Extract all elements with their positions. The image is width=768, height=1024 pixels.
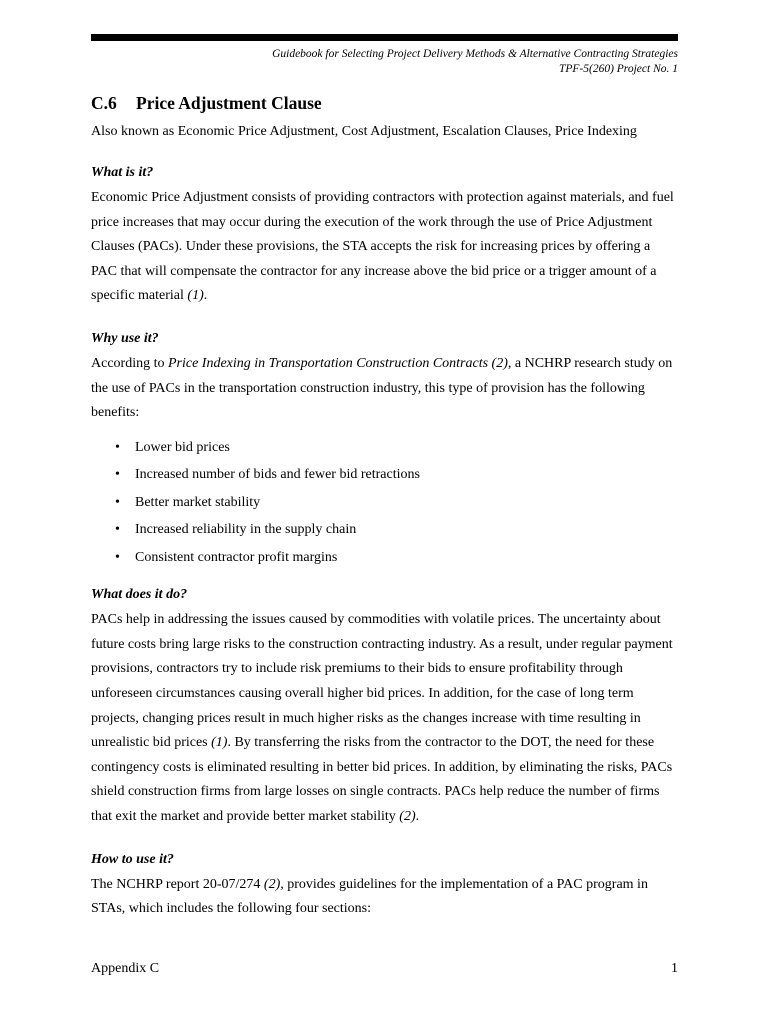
also-known-as: Also known as Economic Price Adjustment, Cost Adjustment, Escalation Clauses, Price Indexing (91, 124, 637, 139)
list-item (115, 489, 676, 517)
what-is-it-paragraph (91, 186, 676, 309)
page-body (91, 92, 676, 922)
why-use-it-heading: Why use it? (91, 330, 159, 346)
section-heading (91, 92, 676, 114)
page-number: 1 (671, 961, 678, 976)
what-is-it-text: Economic Price Adjustment consists of providing contractors with protection against materials, and fuel price increases that may occur during the execution of the work through the use of Price Adjustment Clauses (PACs). Under these provisions, the STA accepts the risk for increasing prices by offering a PAC that will compensate the contractor for any increase above the bid price or a trigger amount of a specific material (91, 190, 674, 304)
footer-appendix: Appendix C (91, 961, 160, 976)
header-project: TPF-5(260) Project No. 1 (558, 63, 678, 75)
list-item-text: Better market stability (135, 494, 261, 510)
citation: Price Indexing in Transportation Construction Contracts (2) (167, 355, 508, 371)
bullet-icon: • (115, 522, 120, 538)
list-item-text: Lower bid prices (135, 439, 230, 455)
benefits-list (91, 434, 676, 572)
list-item (115, 516, 676, 544)
what-does-it-do-paragraph (91, 608, 676, 829)
how-to-use-it-text-before: The NCHRP report 20-07/274 (91, 876, 264, 892)
citation: (2) (263, 876, 281, 892)
bullet-icon: • (115, 494, 120, 510)
header-rule (91, 34, 678, 41)
running-header (91, 47, 678, 77)
citation: (1) (211, 735, 228, 751)
sentence-end: . (415, 809, 420, 824)
why-use-it-text-after: , a NCHRP research study on the use of PACs in the transportation construction industry, this type of provision has the following benefits: (91, 355, 673, 421)
bullet-icon: • (115, 439, 120, 455)
list-item-text: Consistent contractor profit margins (135, 549, 338, 565)
list-item-text: Increased number of bids and fewer bid retractions (135, 467, 420, 483)
list-item-text: Increased reliability in the supply chain (135, 522, 357, 538)
section-number: C.6 (91, 93, 117, 113)
what-does-it-do-text-1: PACs help in addressing the issues caused by commodities with volatile prices. The uncertainty about future costs bring large risks to the construction contracting industry. As a result, under regular payment provisions, contractors try to include risk premiums to their bids to ensure profitability through unforeseen circumstances causing overall higher bid prices. In addition, for the case of long term projects, changing prices result in much higher risks as the changes increase with time resulting in unrealistic bid prices (91, 612, 673, 751)
what-does-it-do-text-2: . By transferring the risks from the contractor to the DOT, the need for these contingency costs is eliminated resulting in better bid prices. In addition, by eliminating the risks, PACs shield construction firms from large losses on single contracts. PACs help reduce the number of firms that exit the market and provide better market stability (91, 735, 673, 824)
header-title: Guidebook for Selecting Project Delivery Methods & Alternative Contracting Strategies (272, 48, 678, 60)
bullet-icon: • (115, 467, 120, 483)
how-to-use-it-paragraph (91, 873, 676, 922)
list-item (115, 544, 676, 572)
citation: (1) (187, 288, 204, 304)
list-item (115, 461, 676, 489)
why-use-it-paragraph (91, 352, 676, 426)
what-is-it-heading: What is it? (91, 165, 154, 180)
list-item (115, 434, 676, 462)
citation: (2) (399, 809, 416, 824)
what-does-it-do-heading: What does it do? (91, 587, 188, 603)
section-title: Price Adjustment Clause (136, 93, 322, 113)
how-to-use-it-heading: How to use it? (91, 851, 174, 867)
sentence-end: . (203, 288, 208, 304)
why-use-it-text-before: According to (91, 355, 168, 371)
how-to-use-it-text-after: , provides guidelines for the implementation of a PAC program in STAs, which includes the following four sections: (91, 876, 648, 917)
bullet-icon: • (115, 549, 120, 565)
